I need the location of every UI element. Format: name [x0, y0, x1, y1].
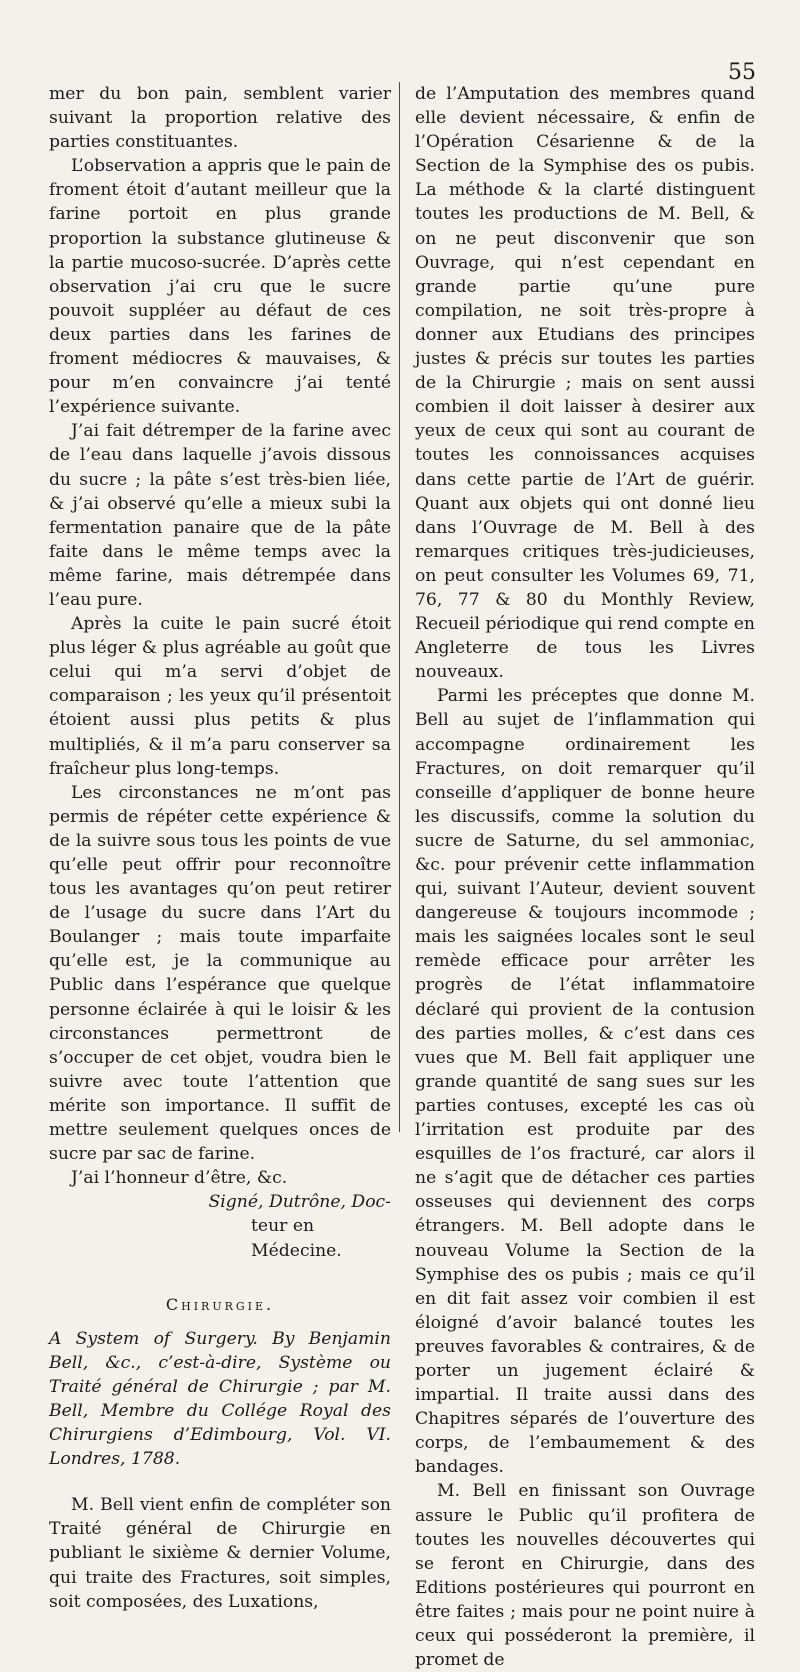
paragraph: de l’Amputation des membres quand elle devient nécessaire, & enfin de l’Opération Césarienne & de la Section de la Symphise des os pubis. La méthode & la clarté distinguent toutes les productions de M. Bell, & on ne peut disconvenir que son Ouvrage, qui n’est cependant en grande partie qu’une pure compilation, ne soit très-propre à donner aux Etudians des principes justes & précis sur toutes les parties de la Chirurgie ; mais on sent aussi combien il doit laisser à desirer aux yeux de ceux qui sont au courant de toutes les connoissances acquises dans cette partie de l’Art de guérir. Quant aux objets qui ont donné lieu dans l’Ouvrage de M. Bell à des remarques critiques très-judicieuses, on peut consulter les Volumes 69, 71, 76, 77 & 80 du Monthly Review, Recueil périodique qui rend compte en Angleterre de tous les Livres nouveaux.: [415, 84, 755, 683]
book-citation: A System of Surgery. By Benjamin Bell, &c., c’est-à-dire, Système ou Traité général de Chirurgie ; par M. Bell, Membre du Collége Royal des Chirurgiens d’Edimbourg, Vol. VI. Londres, 1788.: [49, 1328, 391, 1470]
paragraph: mer du bon pain, semblent varier suivant la proportion relative des parties constituantes.: [49, 84, 391, 153]
paragraph: L’observation a appris que le pain de froment étoit d’autant meilleur que la farine portoit en plus grande proportion la substance glutineuse & la partie mucoso-sucrée. D’après cette observation j’ai cru que le sucre pouvoit suppléer au défaut de ces deux parties dans les farines de froment médiocres & mauvaises, & pour m’en convaincre j’ai tenté l’expérience suivante.: [49, 156, 391, 418]
signature-title: teur en Médecine.: [251, 1216, 342, 1261]
left-column: [49, 82, 391, 1614]
signature: Signé, Dutrône, Doc-: [208, 1192, 391, 1213]
paragraph: M. Bell en finissant son Ouvrage assure le Public qu’il profitera de toutes les nouvelles découvertes qui se feront en Chirurgie, dans des Editions postérieures qui pourront en être faites ; mais pour ne point nuire à ceux qui posséderont la première, il promet de: [415, 1481, 755, 1671]
column-divider: [399, 82, 400, 1132]
paragraph: Parmi les préceptes que donne M. Bell au sujet de l’inflammation qui accompagne ordinairement les Fractures, on doit remarquer qu’il conseille d’appliquer de bonne heure les discussifs, comme la solution du sucre de Saturne, du sel ammoniac, &c. pour prévenir cette inflammation qui, suivant l’Auteur, devient souvent dangereuse & toujours incommode ; mais les saignées locales sont le seul remède efficace pour arrêter les progrès de l’état inflammatoire déclaré qui provient de la contusion des parties molles, & c’est dans ces vues que M. Bell fait appliquer une grande quantité de sang sues sur les parties contuses, excepté les cas où l’irritation est produite par des esquilles de l’os fracturé, car alors il ne s’agit que de détacher ces parties osseuses qui deviennent des corps étrangers. M. Bell adopte dans le nouveau Volume la Section de la Symphise des os pubis ; mais ce qu’il en dit fait assez voir combien il est éloigné d’avoir balancé toutes les preuves favorables & contraires, & de porter un jugement éclairé & impartial. Il traite aussi dans des Chapitres séparés de l’ouverture des corps, de l’embaumement & des bandages.: [415, 686, 755, 1478]
right-column: [415, 82, 755, 1672]
section-heading: Chirurgie.: [165, 1294, 275, 1314]
paragraph: J’ai fait détremper de la farine avec de l’eau dans laquelle j’avois dissous du sucre ; la pâte s’est très-bien liée, & j’ai observé qu’elle a mieux subi la fermentation panaire que de la pâte faite dans le même temps avec la même farine, mais détrempée dans l’eau pure.: [49, 421, 391, 610]
page-number: 55: [728, 60, 756, 85]
paragraph: M. Bell vient enfin de compléter son Traité général de Chirurgie en publiant le sixième & dernier Volume, qui traite des Fractures, soit simples, soit composées, des Luxations,: [49, 1495, 391, 1612]
paragraph: Après la cuite le pain sucré étoit plus léger & plus agréable au goût que celui qui m’a servi d’objet de comparaison ; les yeux qu’il présentoit étoient aussi plus petits & plus multipliés, & il m’a paru conserver sa fraîcheur plus long-temps.: [49, 614, 391, 779]
spacer: [49, 1471, 391, 1493]
paragraph: Les circonstances ne m’ont pas permis de répéter cette expérience & de la suivre sous tous les points de vue qu’elle peut offrir pour reconnoître tous les avantages qu’on peut retirer de l’usage du sucre dans l’Art du Boulanger ; mais toute imparfaite qu’elle est, je la communique au Public dans l’espérance que quelque personne éclairée à qui le loisir & les circonstances permettront de s’occuper de cet objet, voudra bien le suivre avec toute l’attention que mérite son importance. Il suffit de mettre seulement quelques onces de sucre par sac de farine.: [49, 782, 391, 1165]
paragraph: J’ai l’honneur d’être, &c.: [71, 1168, 288, 1189]
